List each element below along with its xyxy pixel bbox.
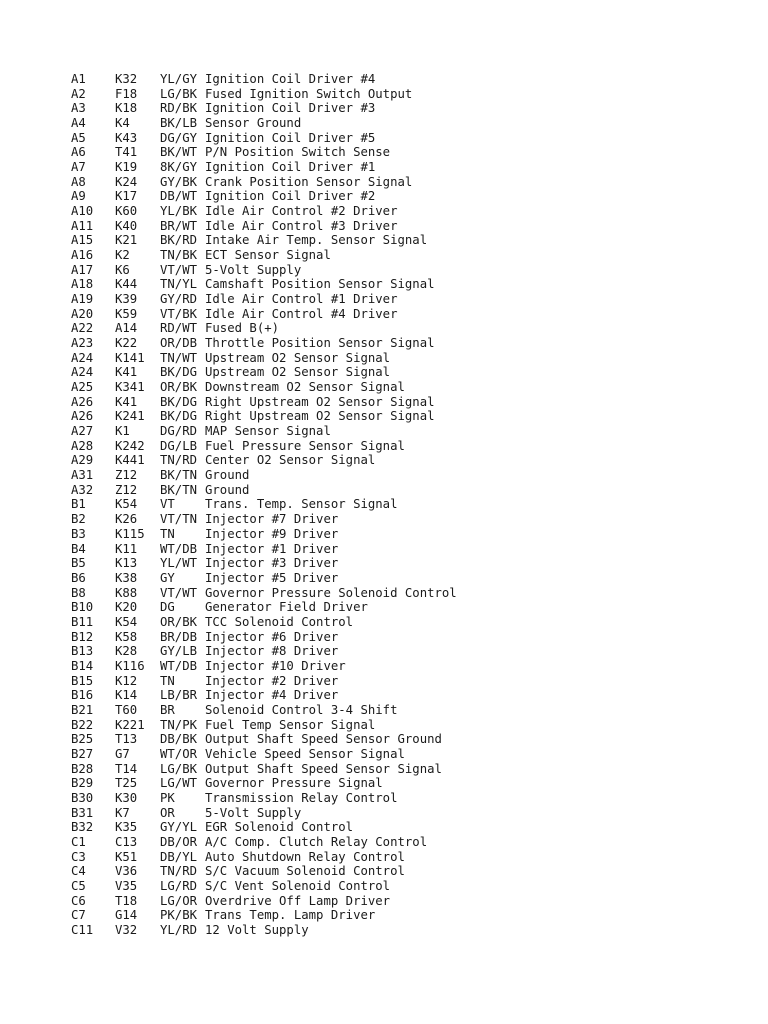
pinout-row — [71, 556, 457, 571]
pinout-row — [71, 497, 457, 512]
wire-color: DG/LB — [160, 438, 198, 453]
wire-color: BK/RD — [160, 233, 198, 248]
circuit-description: Intake Air Temp. Sensor Signal — [205, 233, 428, 248]
pin-label: B28 — [71, 761, 94, 776]
circuit-description: Injector #3 Driver — [205, 556, 339, 571]
circuit-description: Idle Air Control #2 Driver — [205, 204, 398, 219]
wire-color: BK/WT — [160, 145, 198, 160]
circuit-description: Vehicle Speed Sensor Signal — [205, 746, 405, 761]
circuit-description: Idle Air Control #1 Driver — [205, 292, 398, 307]
pinout-row — [71, 321, 457, 336]
wire-color: OR — [160, 805, 175, 820]
circuit-code: K242 — [115, 438, 145, 453]
circuit-code: V35 — [115, 878, 138, 893]
pin-label: A26 — [71, 409, 94, 424]
wire-color: YL/GY — [160, 72, 198, 86]
circuit-description: Fused B(+) — [205, 321, 280, 336]
pin-label: C4 — [71, 864, 86, 879]
circuit-code: K39 — [115, 292, 138, 307]
pinout-row — [71, 600, 457, 615]
circuit-description: MAP Sensor Signal — [205, 424, 331, 439]
circuit-description: Solenoid Control 3-4 Shift — [205, 702, 398, 717]
circuit-description: 12 Volt Supply — [205, 922, 309, 937]
circuit-description: Generator Field Driver — [205, 600, 368, 615]
wire-color: YL/BK — [160, 204, 198, 219]
circuit-code: K30 — [115, 790, 138, 805]
circuit-description: Trans Temp. Lamp Driver — [205, 908, 376, 923]
pin-label: A28 — [71, 438, 94, 453]
pin-label: A29 — [71, 453, 94, 468]
circuit-code: K43 — [115, 130, 138, 145]
circuit-code: K6 — [115, 262, 130, 277]
circuit-description: Sensor Ground — [205, 116, 302, 131]
circuit-description: 5-Volt Supply — [205, 805, 302, 820]
pin-label: B25 — [71, 732, 94, 747]
wire-color: BK/DG — [160, 365, 198, 380]
pinout-row — [71, 630, 457, 645]
circuit-code: K35 — [115, 820, 138, 835]
pinout-row — [71, 850, 457, 865]
circuit-description: Injector #1 Driver — [205, 541, 339, 556]
circuit-description: Transmission Relay Control — [205, 790, 398, 805]
circuit-code: T41 — [115, 145, 138, 160]
pin-label: A2 — [71, 86, 86, 101]
pin-label: B8 — [71, 585, 86, 600]
pin-label: B13 — [71, 644, 94, 659]
circuit-description: Ignition Coil Driver #5 — [205, 130, 376, 145]
circuit-description: EGR Solenoid Control — [205, 820, 354, 835]
circuit-description: Injector #2 Driver — [205, 673, 339, 688]
wire-color: BK/TN — [160, 482, 198, 497]
wire-color: VT/WT — [160, 585, 198, 600]
pinout-row — [71, 703, 457, 718]
pin-label: B27 — [71, 746, 94, 761]
circuit-description: P/N Position Switch Sense — [205, 145, 391, 160]
circuit-description: Overdrive Off Lamp Driver — [205, 893, 391, 908]
pin-label: A32 — [71, 482, 94, 497]
pin-label: B15 — [71, 673, 94, 688]
circuit-code: K60 — [115, 204, 138, 219]
pin-label: B29 — [71, 776, 94, 791]
wire-color: GY — [160, 570, 175, 585]
pinout-row — [71, 424, 457, 439]
circuit-code: K59 — [115, 306, 138, 321]
pinout-row — [71, 351, 457, 366]
pinout-row — [71, 586, 457, 601]
pinout-row — [71, 453, 457, 468]
circuit-code: T13 — [115, 732, 138, 747]
pin-label: B2 — [71, 512, 86, 527]
wire-color: DB/BK — [160, 732, 198, 747]
circuit-description: 5-Volt Supply — [205, 262, 302, 277]
circuit-description: Injector #4 Driver — [205, 688, 339, 703]
circuit-description: TCC Solenoid Control — [205, 614, 354, 629]
pin-label: A18 — [71, 277, 94, 292]
pin-label: B31 — [71, 805, 94, 820]
circuit-description: Crank Position Sensor Signal — [205, 174, 413, 189]
pin-label: A7 — [71, 160, 86, 175]
wire-color: DB/YL — [160, 849, 198, 864]
circuit-code: K221 — [115, 717, 145, 732]
wire-color: BK/DG — [160, 409, 198, 424]
wire-color: TN/RD — [160, 453, 198, 468]
pin-label: A15 — [71, 233, 94, 248]
circuit-description: Camshaft Position Sensor Signal — [205, 277, 435, 292]
circuit-description: ECT Sensor Signal — [205, 248, 331, 263]
pin-label: A22 — [71, 321, 94, 336]
wire-color: LB/BR — [160, 688, 198, 703]
circuit-code: K441 — [115, 453, 145, 468]
circuit-code: K11 — [115, 541, 138, 556]
pin-label: A25 — [71, 380, 94, 395]
circuit-code: K40 — [115, 218, 138, 233]
circuit-code: K88 — [115, 585, 138, 600]
circuit-code: G7 — [115, 746, 130, 761]
wire-color: BK/LB — [160, 116, 198, 131]
pin-label: A17 — [71, 262, 94, 277]
pin-label: A20 — [71, 306, 94, 321]
circuit-description: Injector #7 Driver — [205, 512, 339, 527]
pin-label: B14 — [71, 658, 94, 673]
pin-label: C11 — [71, 922, 94, 937]
pinout-row — [71, 468, 457, 483]
circuit-code: C13 — [115, 834, 138, 849]
pin-label: A16 — [71, 248, 94, 263]
circuit-description: S/C Vent Solenoid Control — [205, 878, 391, 893]
circuit-code: T60 — [115, 702, 138, 717]
pinout-row — [71, 615, 457, 630]
circuit-description: Ignition Coil Driver #1 — [205, 160, 376, 175]
pinout-row — [71, 277, 457, 292]
pinout-row — [71, 908, 457, 923]
pinout-row — [71, 175, 457, 190]
pin-label: B32 — [71, 820, 94, 835]
pin-label: C7 — [71, 908, 86, 923]
pin-label: A3 — [71, 101, 86, 116]
pinout-row — [71, 762, 457, 777]
circuit-code: K17 — [115, 189, 138, 204]
circuit-description: A/C Comp. Clutch Relay Control — [205, 834, 428, 849]
pinout-row — [71, 263, 457, 278]
pinout-row — [71, 747, 457, 762]
circuit-code: K32 — [115, 72, 138, 86]
pin-label: A8 — [71, 174, 86, 189]
wire-color: RD/WT — [160, 321, 198, 336]
circuit-code: G14 — [115, 908, 138, 923]
circuit-description: Ground — [205, 482, 250, 497]
circuit-description: Fused Ignition Switch Output — [205, 86, 413, 101]
circuit-code: K38 — [115, 570, 138, 585]
circuit-code: K54 — [115, 497, 138, 512]
circuit-code: K2 — [115, 248, 130, 263]
pinout-row — [71, 718, 457, 733]
wire-color: GY/LB — [160, 644, 198, 659]
circuit-description: Injector #8 Driver — [205, 644, 339, 659]
circuit-description: Output Shaft Speed Sensor Ground — [205, 732, 442, 747]
pin-label: B10 — [71, 600, 94, 615]
wire-color: TN — [160, 673, 175, 688]
circuit-description: Governor Pressure Signal — [205, 776, 383, 791]
wire-color: OR/BK — [160, 380, 198, 395]
circuit-description: Fuel Temp Sensor Signal — [205, 717, 376, 732]
pinout-row — [71, 307, 457, 322]
pin-label: C6 — [71, 893, 86, 908]
wire-color: DB/WT — [160, 189, 198, 204]
circuit-code: Z12 — [115, 468, 138, 483]
circuit-code: K4 — [115, 116, 130, 131]
pinout-row — [71, 439, 457, 454]
wire-color: TN — [160, 526, 175, 541]
circuit-description: Injector #10 Driver — [205, 658, 346, 673]
pinout-row — [71, 380, 457, 395]
pin-label: C5 — [71, 878, 86, 893]
wire-color: TN/WT — [160, 350, 198, 365]
circuit-description: Upstream O2 Sensor Signal — [205, 365, 391, 380]
wire-color: DG/RD — [160, 424, 198, 439]
wire-color: BR/WT — [160, 218, 198, 233]
wire-color: WT/DB — [160, 541, 198, 556]
pin-label: B16 — [71, 688, 94, 703]
circuit-code: K20 — [115, 600, 138, 615]
circuit-code: K44 — [115, 277, 138, 292]
pin-label: C1 — [71, 834, 86, 849]
wire-color: VT — [160, 497, 175, 512]
wire-color: LG/RD — [160, 878, 198, 893]
wire-color: TN/BK — [160, 248, 198, 263]
circuit-description: Injector #6 Driver — [205, 629, 339, 644]
wire-color: WT/DB — [160, 658, 198, 673]
wire-color: LG/BK — [160, 86, 198, 101]
circuit-code: T14 — [115, 761, 138, 776]
pinout-row — [71, 527, 457, 542]
circuit-code: K115 — [115, 526, 145, 541]
pin-label: B12 — [71, 629, 94, 644]
pinout-row — [71, 483, 457, 498]
wire-color: DB/OR — [160, 834, 198, 849]
pinout-row — [71, 776, 457, 791]
wire-color: RD/BK — [160, 101, 198, 116]
wire-color: TN/PK — [160, 717, 198, 732]
circuit-code: K58 — [115, 629, 138, 644]
wire-color: GY/RD — [160, 292, 198, 307]
wire-color: TN/RD — [160, 864, 198, 879]
pinout-row — [71, 835, 457, 850]
wire-color: YL/RD — [160, 922, 198, 937]
pin-label: B6 — [71, 570, 86, 585]
pin-label: B1 — [71, 497, 86, 512]
circuit-description: Trans. Temp. Sensor Signal — [205, 497, 398, 512]
pinout-row — [71, 365, 457, 380]
wire-color: BR — [160, 702, 175, 717]
wire-color: LG/WT — [160, 776, 198, 791]
wire-color: 8K/GY — [160, 160, 198, 175]
wire-color: VT/TN — [160, 512, 198, 527]
circuit-code: K22 — [115, 336, 138, 351]
circuit-code: K1 — [115, 424, 130, 439]
pinout-row — [71, 732, 457, 747]
pinout-row — [71, 101, 457, 116]
pinout-row — [71, 820, 457, 835]
circuit-description: Output Shaft Speed Sensor Signal — [205, 761, 442, 776]
pin-label: A27 — [71, 424, 94, 439]
pin-label: A31 — [71, 468, 94, 483]
pin-label: A1 — [71, 72, 86, 86]
pinout-row — [71, 879, 457, 894]
wire-color: TN/YL — [160, 277, 198, 292]
wire-color: GY/BK — [160, 174, 198, 189]
circuit-code: K141 — [115, 350, 145, 365]
circuit-code: K41 — [115, 365, 138, 380]
pinout-row — [71, 219, 457, 234]
circuit-description: Idle Air Control #4 Driver — [205, 306, 398, 321]
pin-label: A6 — [71, 145, 86, 160]
wire-color: OR/DB — [160, 336, 198, 351]
wire-color: LG/BK — [160, 761, 198, 776]
circuit-description: Upstream O2 Sensor Signal — [205, 350, 391, 365]
pinout-row — [71, 674, 457, 689]
pin-label: A9 — [71, 189, 86, 204]
circuit-description: Right Upstream O2 Sensor Signal — [205, 409, 435, 424]
circuit-code: Z12 — [115, 482, 138, 497]
pin-label: A4 — [71, 116, 86, 131]
circuit-code: K341 — [115, 380, 145, 395]
pin-label: A5 — [71, 130, 86, 145]
circuit-code: K13 — [115, 556, 138, 571]
circuit-description: Auto Shutdown Relay Control — [205, 849, 405, 864]
wire-color: BK/DG — [160, 394, 198, 409]
pin-label: A24 — [71, 365, 94, 380]
circuit-code: K18 — [115, 101, 138, 116]
circuit-description: Center O2 Sensor Signal — [205, 453, 376, 468]
circuit-description: Governor Pressure Solenoid Control — [205, 585, 457, 600]
pinout-row — [71, 688, 457, 703]
wire-color: DG — [160, 600, 175, 615]
circuit-description: Ground — [205, 468, 250, 483]
circuit-description: Injector #5 Driver — [205, 570, 339, 585]
pinout-row — [71, 644, 457, 659]
circuit-description: Right Upstream O2 Sensor Signal — [205, 394, 435, 409]
pinout-row — [71, 116, 457, 131]
pin-label: A11 — [71, 218, 94, 233]
wire-color: BR/DB — [160, 629, 198, 644]
wire-color: VT/WT — [160, 262, 198, 277]
circuit-code: K14 — [115, 688, 138, 703]
circuit-code: K24 — [115, 174, 138, 189]
wire-color: PK/BK — [160, 908, 198, 923]
pinout-row — [71, 512, 457, 527]
pin-label: A24 — [71, 350, 94, 365]
pinout-row — [71, 571, 457, 586]
pin-label: B30 — [71, 790, 94, 805]
circuit-code: T18 — [115, 893, 138, 908]
circuit-code: K54 — [115, 614, 138, 629]
circuit-description: Ignition Coil Driver #4 — [205, 72, 376, 86]
wire-color: PK — [160, 790, 175, 805]
circuit-description: S/C Vacuum Solenoid Control — [205, 864, 405, 879]
pin-label: A10 — [71, 204, 94, 219]
circuit-code: V32 — [115, 922, 138, 937]
pinout-row — [71, 145, 457, 160]
circuit-code: K21 — [115, 233, 138, 248]
circuit-description: Idle Air Control #3 Driver — [205, 218, 398, 233]
circuit-description: Downstream O2 Sensor Signal — [205, 380, 405, 395]
pinout-row — [71, 233, 457, 248]
pinout-row — [71, 336, 457, 351]
circuit-code: K241 — [115, 409, 145, 424]
pinout-row — [71, 864, 457, 879]
pinout-row — [71, 806, 457, 821]
pinout-row — [71, 542, 457, 557]
wire-color: OR/BK — [160, 614, 198, 629]
circuit-description: Throttle Position Sensor Signal — [205, 336, 435, 351]
wire-color: BK/TN — [160, 468, 198, 483]
pin-label: A23 — [71, 336, 94, 351]
pinout-row — [71, 659, 457, 674]
pin-label: B5 — [71, 556, 86, 571]
circuit-description: Ignition Coil Driver #2 — [205, 189, 376, 204]
pinout-row — [71, 292, 457, 307]
pinout-row — [71, 894, 457, 909]
circuit-code: K19 — [115, 160, 138, 175]
pinout-row — [71, 248, 457, 263]
circuit-code: V36 — [115, 864, 138, 879]
pin-label: A19 — [71, 292, 94, 307]
wire-color: WT/OR — [160, 746, 198, 761]
pinout-row — [71, 395, 457, 410]
circuit-code: F18 — [115, 86, 138, 101]
wire-color: VT/BK — [160, 306, 198, 321]
circuit-code: K116 — [115, 658, 145, 673]
pinout-row — [71, 409, 457, 424]
pinout-row — [71, 87, 457, 102]
pinout-row — [71, 72, 457, 87]
circuit-code: K12 — [115, 673, 138, 688]
pin-label: B21 — [71, 702, 94, 717]
pin-label: B4 — [71, 541, 86, 556]
pinout-row — [71, 204, 457, 219]
circuit-code: K26 — [115, 512, 138, 527]
pinout-row — [71, 160, 457, 175]
circuit-description: Fuel Pressure Sensor Signal — [205, 438, 405, 453]
circuit-description: Injector #9 Driver — [205, 526, 339, 541]
circuit-code: A14 — [115, 321, 138, 336]
wire-color: YL/WT — [160, 556, 198, 571]
pinout-list — [71, 72, 457, 938]
pin-label: B22 — [71, 717, 94, 732]
circuit-code: T25 — [115, 776, 138, 791]
circuit-code: K51 — [115, 849, 138, 864]
pinout-row — [71, 791, 457, 806]
pin-label: B3 — [71, 526, 86, 541]
pinout-row — [71, 189, 457, 204]
wire-color: DG/GY — [160, 130, 198, 145]
wire-color: LG/OR — [160, 893, 198, 908]
pin-label: A26 — [71, 394, 94, 409]
pinout-row — [71, 131, 457, 146]
pinout-row — [71, 923, 457, 938]
wire-color: GY/YL — [160, 820, 198, 835]
circuit-code: K7 — [115, 805, 130, 820]
pin-label: B11 — [71, 614, 94, 629]
pin-label: C3 — [71, 849, 86, 864]
circuit-code: K41 — [115, 394, 138, 409]
circuit-description: Ignition Coil Driver #3 — [205, 101, 376, 116]
circuit-code: K28 — [115, 644, 138, 659]
